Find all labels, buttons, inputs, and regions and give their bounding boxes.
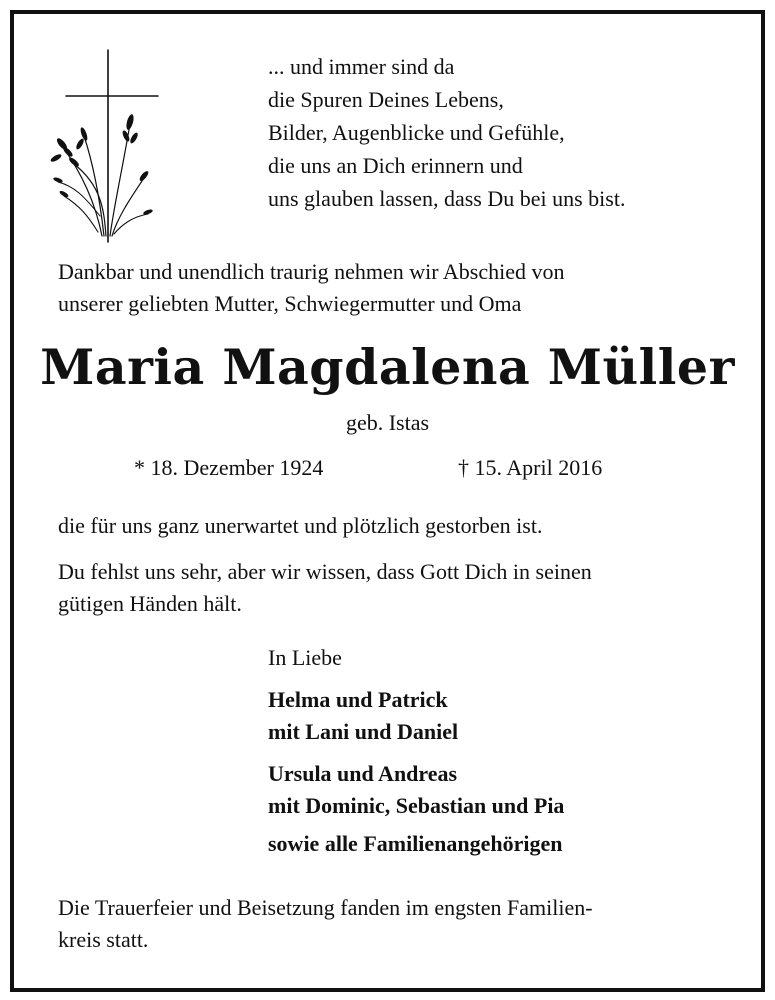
cross-with-wheat-icon [44,46,164,246]
poem-line: ... und immer sind da [268,54,455,79]
death-date: † 15. April 2016 [458,455,603,480]
intro-line: unserer geliebten Mutter, Schwiegermutter und Oma [58,291,522,316]
poem-line: uns glauben lassen, dass Du bei uns bist. [268,186,626,211]
intro-text [58,256,720,320]
poem-verse [268,50,625,215]
funeral-note [58,892,720,956]
mourner-group-3: sowie alle Familienangehörigen [268,831,563,856]
mourner-line: mit Dominic, Sebastian und Pia [268,793,565,818]
mourner-line: Helma und Patrick [268,687,448,712]
poem-line: die Spuren Deines Lebens, [268,87,504,112]
poem-line: die uns an Dich erinnern und [268,153,523,178]
poem-line: Bilder, Augenblicke und Gefühle, [268,120,565,145]
birth-name [0,410,775,436]
birth-date: * 18. Dezember 1924 [134,455,324,480]
funeral-line: Die Trauerfeier und Beisetzung fanden im engsten Familien- [58,895,593,920]
mourner-group-1 [268,684,458,748]
birth-name-text: geb. Istas [345,410,430,435]
faith-line: gütigen Händen hält. [58,591,242,616]
mourner-group-2 [268,758,564,822]
mourner-line: Ursula und Andreas [268,761,458,786]
intro-line: Dankbar und unendlich traurig nehmen wir Abschied von [58,259,565,284]
deceased-name: Maria Magdalena Müller [40,338,735,396]
faith-text [58,556,720,620]
in-love-label: In Liebe [268,645,342,670]
faith-line: Du fehlst uns sehr, aber wir wissen, dass Gott Dich in seinen [58,559,592,584]
funeral-line: kreis statt. [58,927,149,952]
passing-text: die für uns ganz unerwartet und plötzlich gestorben ist. [58,513,543,538]
mourner-line: mit Lani und Daniel [268,719,459,744]
